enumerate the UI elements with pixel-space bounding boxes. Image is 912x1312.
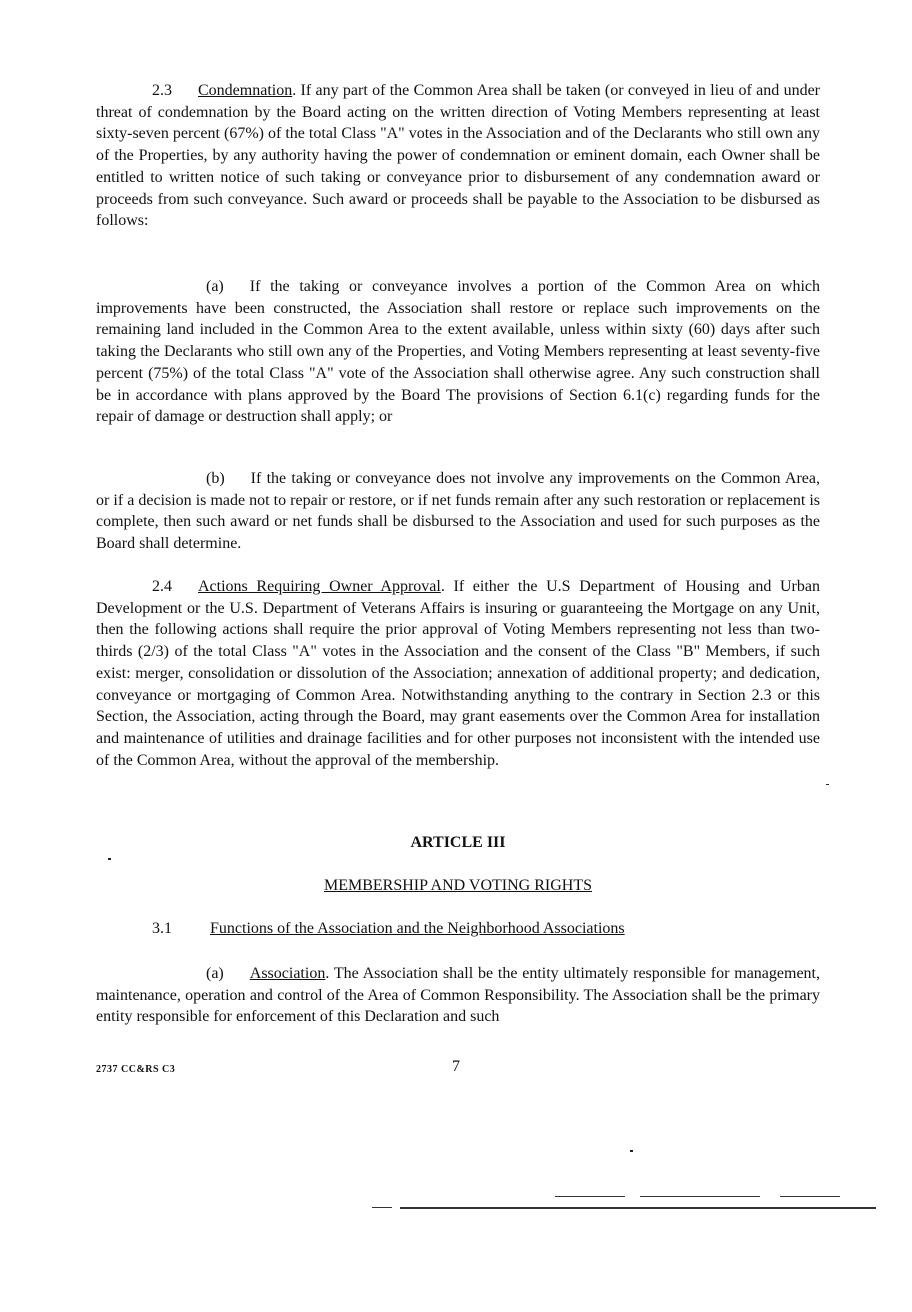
section-2-3-a-label: (a) <box>206 278 224 295</box>
section-3-1-a-title: Association <box>249 965 326 982</box>
section-2-3-b-text: If the taking or conveyance does not involve any improvements on the Common Area, or if a decision is made not to repair or restore, or if net funds remain after any such restoration or replacement is complete, then such award or net funds shall be disbursed to the Association and used for such purposes as the Board shall determine. <box>96 470 820 553</box>
section-2-4-paragraph <box>96 576 820 771</box>
page-number: 7 <box>452 1058 460 1075</box>
section-2-3-a-paragraph <box>96 276 820 428</box>
article-subheading: MEMBERSHIP AND VOTING RIGHTS <box>323 877 593 894</box>
scan-speck <box>826 784 829 785</box>
section-3-1-a-paragraph <box>96 963 820 1028</box>
scan-line <box>400 1207 876 1209</box>
scan-line <box>555 1196 625 1197</box>
scan-line <box>372 1207 392 1208</box>
section-2-3-b-label: (b) <box>206 470 225 487</box>
section-2-3-paragraph <box>96 80 820 232</box>
scan-speck <box>108 858 111 860</box>
section-2-3-text: . If any part of the Common Area shall be taken (or conveyed in lieu of and under threat of condemnation by the Board acting on the written direction of Voting Members representing at least sixty-seven percent (67%) of the total Class "A" votes in the Association and of the Declarants who still own any of the Properties, by any authority having the power of condemnation or eminent domain, each Owner shall be entitled to written notice of such taking or conveyance prior to disbursement of any condemnation award or proceeds from such conveyance. Such award or proceeds shall be payable to the Association to be disbursed as follows: <box>96 82 820 230</box>
section-2-4-number: 2.4 <box>152 578 172 595</box>
footer-document-code: 2737 CC&RS C3 <box>96 1064 176 1075</box>
scan-line <box>640 1196 760 1197</box>
scan-speck <box>630 1150 633 1152</box>
section-2-3-title: Condemnation <box>198 82 293 99</box>
section-3-1-heading <box>96 920 820 938</box>
section-2-4-text: . If either the U.S Department of Housing and Urban Development or the U.S. Department of Veterans Affairs is insuring or guaranteeing the Mortgage on any Unit, then the following actions shall require the prior approval of Voting Members representing not less than two-thirds (2/3) of the total Class "A" votes in the Association and the consent of the Class "B" Members, if such exist: merger, consolidation or dissolution of the Association; annexation of additional property; and dedication, conveyance or mortgaging of Common Area. Notwithstanding anything to the contrary in Section 2.3 or this Section, the Association, acting through the Board, may grant easements over the Common Area for installation and maintenance of utilities and drainage facilities and for other purposes not inconsistent with the intended use of the Common Area, without the approval of the membership. <box>96 578 820 769</box>
section-3-1-a-label: (a) <box>206 965 224 982</box>
section-2-3-b-paragraph <box>96 468 820 555</box>
section-2-3-a-text: If the taking or conveyance involves a portion of the Common Area on which improvements have been constructed, the Association shall restore or replace such improvements on the remaining land included in the Common Area to the extent available, unless within sixty (60) days after such taking the Declarants who still own any of the Properties, and Voting Members representing at least seventy-five percent (75%) of the total Class "A" vote of the Association shall otherwise agree. Any such construction shall be in accordance with plans approved by the Board The provisions of Section 6.1(c) regarding funds for the repair of damage or destruction shall apply; or <box>96 278 820 426</box>
section-2-3-number: 2.3 <box>152 82 172 99</box>
section-3-1-number: 3.1 <box>152 920 172 937</box>
section-3-1-a-text: . The Association shall be the entity ultimately responsible for management, maintenance, operation and control of the Area of Common Responsibility. The Association shall be the primary entity responsible for enforcement of this Declaration and such <box>96 965 820 1026</box>
section-3-1-title: Functions of the Association and the Neighborhood Associations <box>210 920 625 937</box>
article-heading: ARTICLE III <box>410 834 506 851</box>
section-2-4-title: Actions Requiring Owner Approval <box>198 578 441 595</box>
scan-line <box>780 1196 840 1197</box>
